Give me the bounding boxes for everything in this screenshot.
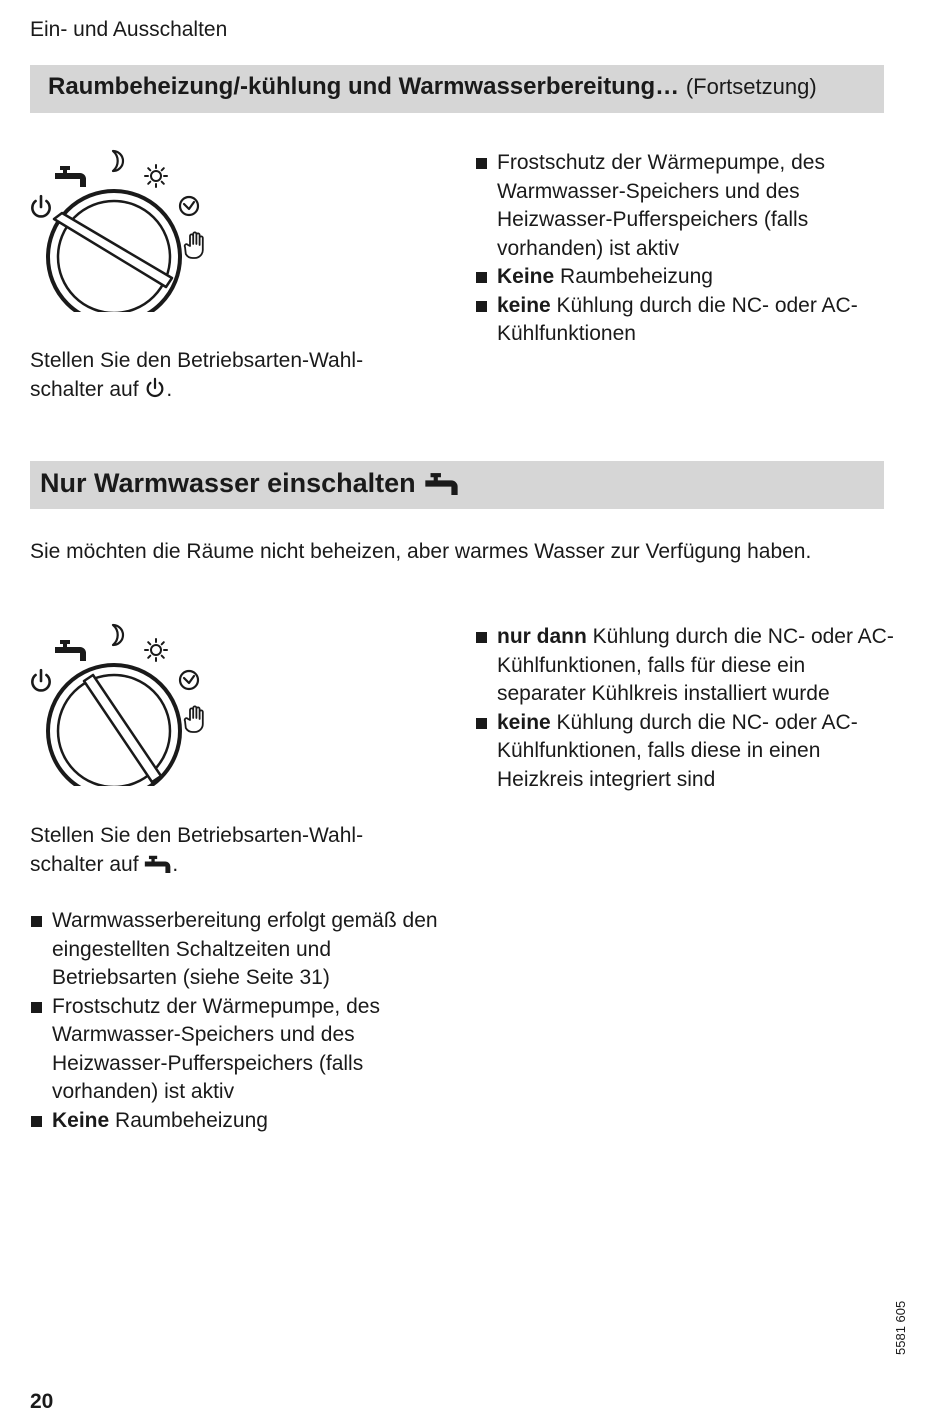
hand-icon xyxy=(185,706,203,732)
standby-effects-list xyxy=(475,149,890,349)
section-title-text: Nur Warmwasser einschalten xyxy=(40,468,416,498)
hot-water-effects-list xyxy=(30,907,450,1135)
list-item: Frostschutz der Wärmepumpe, des Warmwasser-Speichers und des Heizwasser-Pufferspeichers (falls vorhanden) ist aktiv xyxy=(30,993,450,1107)
moon-icon xyxy=(113,625,123,645)
running-head: Ein- und Ausschalten xyxy=(30,18,228,41)
list-item: Keine Raumbeheizung xyxy=(30,1107,450,1136)
intro-hot-water-only: Sie möchten die Räume nicht beheizen, aber warmes Wasser zur Verfügung haben. xyxy=(30,540,812,563)
section-title-text: Raumbeheizung/-kühlung und Warmwasserbereitung… xyxy=(48,73,680,100)
clock-icon xyxy=(180,671,198,689)
section-title-suffix: (Fortsetzung) xyxy=(685,74,817,99)
mode-selector-dial-hot-water xyxy=(26,616,226,786)
instruction-hot-water: Stellen Sie den Betriebsarten-Wahl- schalter auf . xyxy=(30,824,364,876)
hand-icon xyxy=(185,232,203,258)
document-code: 5581 605 xyxy=(893,1300,908,1355)
standby-icon xyxy=(144,377,166,399)
clock-icon xyxy=(180,197,198,215)
standby-icon xyxy=(32,196,49,216)
moon-icon xyxy=(113,151,123,171)
tap-icon xyxy=(424,471,460,496)
mode-selector-dial-standby xyxy=(26,142,226,312)
list-item: Keine Raumbeheizung xyxy=(475,263,890,292)
list-item: Warmwasserbereitung erfolgt gemäß den eingestellten Schaltzeiten und Betriebsarten (siehe Seite 31) xyxy=(30,907,450,993)
section-title xyxy=(40,468,460,499)
section-header-heating-cooling xyxy=(30,65,884,113)
standby-icon xyxy=(32,670,49,690)
tap-icon xyxy=(144,854,172,874)
instruction-standby: Stellen Sie den Betriebsarten-Wahl- schalter auf . xyxy=(30,349,364,401)
tap-icon xyxy=(55,166,86,187)
list-item: keine Kühlung durch die NC- oder AC-Kühlfunktionen, falls diese in einen Heizkreis integriert sind xyxy=(475,709,895,795)
sun-icon xyxy=(145,639,167,661)
list-item: Frostschutz der Wärmepumpe, des Warmwasser-Speichers und des Heizwasser-Pufferspeichers (falls vorhanden) ist aktiv xyxy=(475,149,890,263)
page-number: 20 xyxy=(30,1390,54,1413)
list-item: nur dann Kühlung durch die NC- oder AC-Kühlfunktionen, falls für diese ein separater Kühlkreis installiert wurde xyxy=(475,623,895,709)
sun-icon xyxy=(145,165,167,187)
section-header-hot-water-only xyxy=(30,461,884,509)
tap-icon xyxy=(55,640,86,661)
list-item: keine Kühlung durch die NC- oder AC-Kühlfunktionen xyxy=(475,292,890,349)
cooling-notes-list xyxy=(475,623,895,794)
section-title xyxy=(48,73,817,101)
